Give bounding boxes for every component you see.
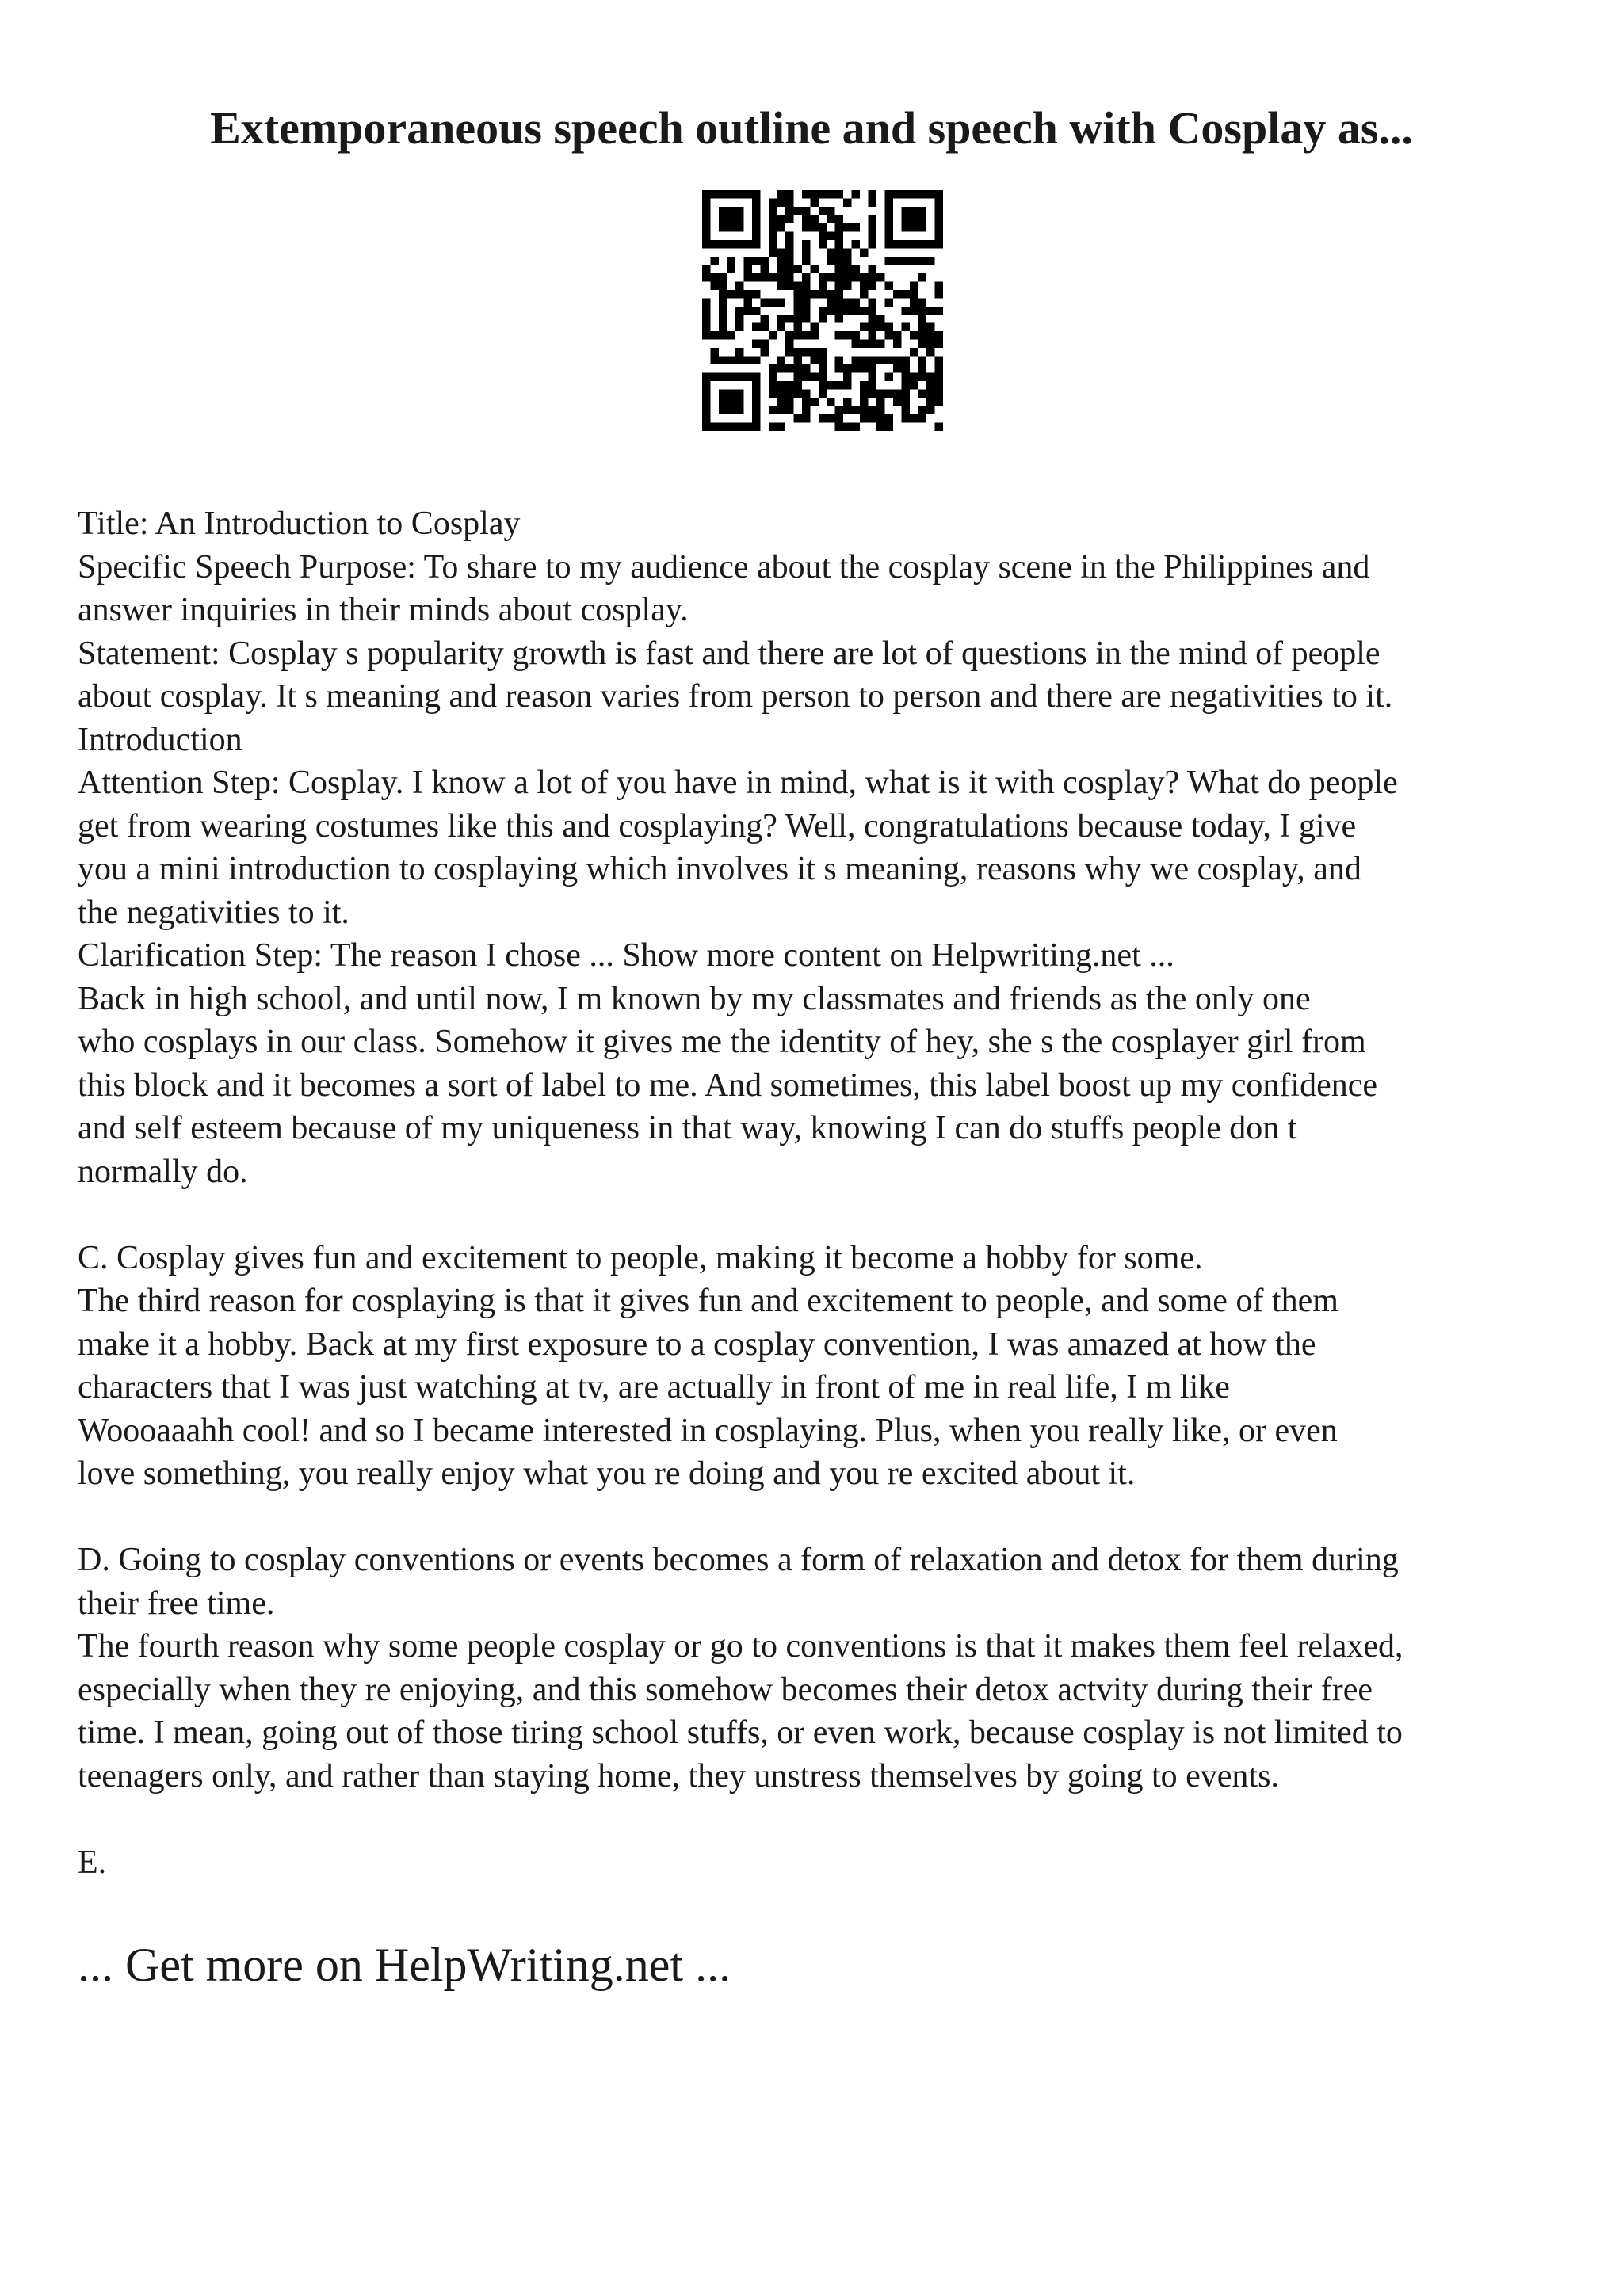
section-e-heading: E.	[78, 1844, 107, 1881]
paragraph-line: teenagers only, and rather than staying home, they unstress themselves by going to events.	[78, 1757, 1279, 1794]
get-more-link[interactable]: ... Get more on HelpWriting.net ...	[78, 1939, 731, 1991]
paragraph-line: this block and it becomes a sort of label to me. And sometimes, this label boost up my confidence	[78, 1066, 1378, 1104]
attention-step-line: you a mini introduction to cosplaying which involves it s meaning, reasons why we cosplay, and	[78, 851, 1361, 887]
clarification-step-line: Clarification Step: The reason I chose ... Show more content on Helpwriting.net ...	[78, 937, 1174, 974]
paragraph-line: The third reason for cosplaying is that it gives fun and excitement to people, and some of them	[78, 1283, 1338, 1319]
speech-title-line: Title: An Introduction to Cosplay	[78, 505, 521, 542]
paragraph-spacer	[78, 1496, 1568, 1539]
speech-purpose-line: Specific Speech Purpose: To share to my audience about the cosplay scene in the Philippines and	[78, 548, 1370, 585]
paragraph-line: The fourth reason why some people cosplay or go to conventions is that it makes them feel relaxed,	[78, 1628, 1403, 1665]
document-title: Extemporaneous speech outline and speech with Cosplay as...	[210, 102, 1413, 154]
paragraph-line: Back in high school, and until now, I m known by my classmates and friends as the only one	[78, 980, 1311, 1017]
section-d-heading: their free time.	[78, 1585, 275, 1622]
paragraph-line: Woooaaahh cool! and so I became interested in cosplaying. Plus, when you really like, or even	[78, 1412, 1338, 1449]
paragraph-spacer	[78, 1798, 1568, 1841]
paragraph-line: love something, you really enjoy what you re doing and you re excited about it.	[78, 1455, 1136, 1492]
paragraph-line: time. I mean, going out of those tiring school stuffs, or even work, because cosplay is not limited to	[78, 1714, 1403, 1751]
paragraph-line: especially when they re enjoying, and this somehow becomes their detox actvity during their free	[78, 1671, 1373, 1708]
statement-line: Statement: Cosplay s popularity growth is fast and there are lot of questions in the mind of people	[78, 635, 1381, 672]
attention-step-line: get from wearing costumes like this and cosplaying? Well, congratulations because today, I give	[78, 807, 1357, 845]
paragraph-line: and self esteem because of my uniqueness in that way, knowing I can do stuffs people don t	[78, 1110, 1297, 1146]
speech-purpose-line: answer inquiries in their minds about cosplay.	[78, 592, 689, 628]
introduction-heading: Introduction	[78, 721, 242, 758]
attention-step-line: the negativities to it.	[78, 894, 349, 931]
section-d-heading: D. Going to cosplay conventions or events becomes a form of relaxation and detox for them during	[78, 1542, 1399, 1578]
paragraph-line: normally do.	[78, 1153, 248, 1190]
paragraph-line: characters that I was just watching at tv, are actually in front of me in real life, I m like	[78, 1369, 1230, 1405]
attention-step-line: Attention Step: Cosplay. I know a lot of you have in mind, what is it with cosplay? What do people	[78, 765, 1398, 801]
paragraph-line: make it a hobby. Back at my first exposure to a cosplay convention, I was amazed at how the	[78, 1325, 1316, 1363]
paragraph-line: who cosplays in our class. Somehow it gives me the identity of hey, she s the cosplayer girl from	[78, 1024, 1366, 1060]
document-body	[78, 502, 1568, 1884]
statement-line: about cosplay. It s meaning and reason varies from person to person and there are negativities to it.	[78, 678, 1393, 715]
qr-code-image	[702, 190, 943, 431]
section-c-heading: C. Cosplay gives fun and excitement to people, making it become a hobby for some.	[78, 1239, 1203, 1276]
paragraph-spacer	[78, 1193, 1568, 1237]
